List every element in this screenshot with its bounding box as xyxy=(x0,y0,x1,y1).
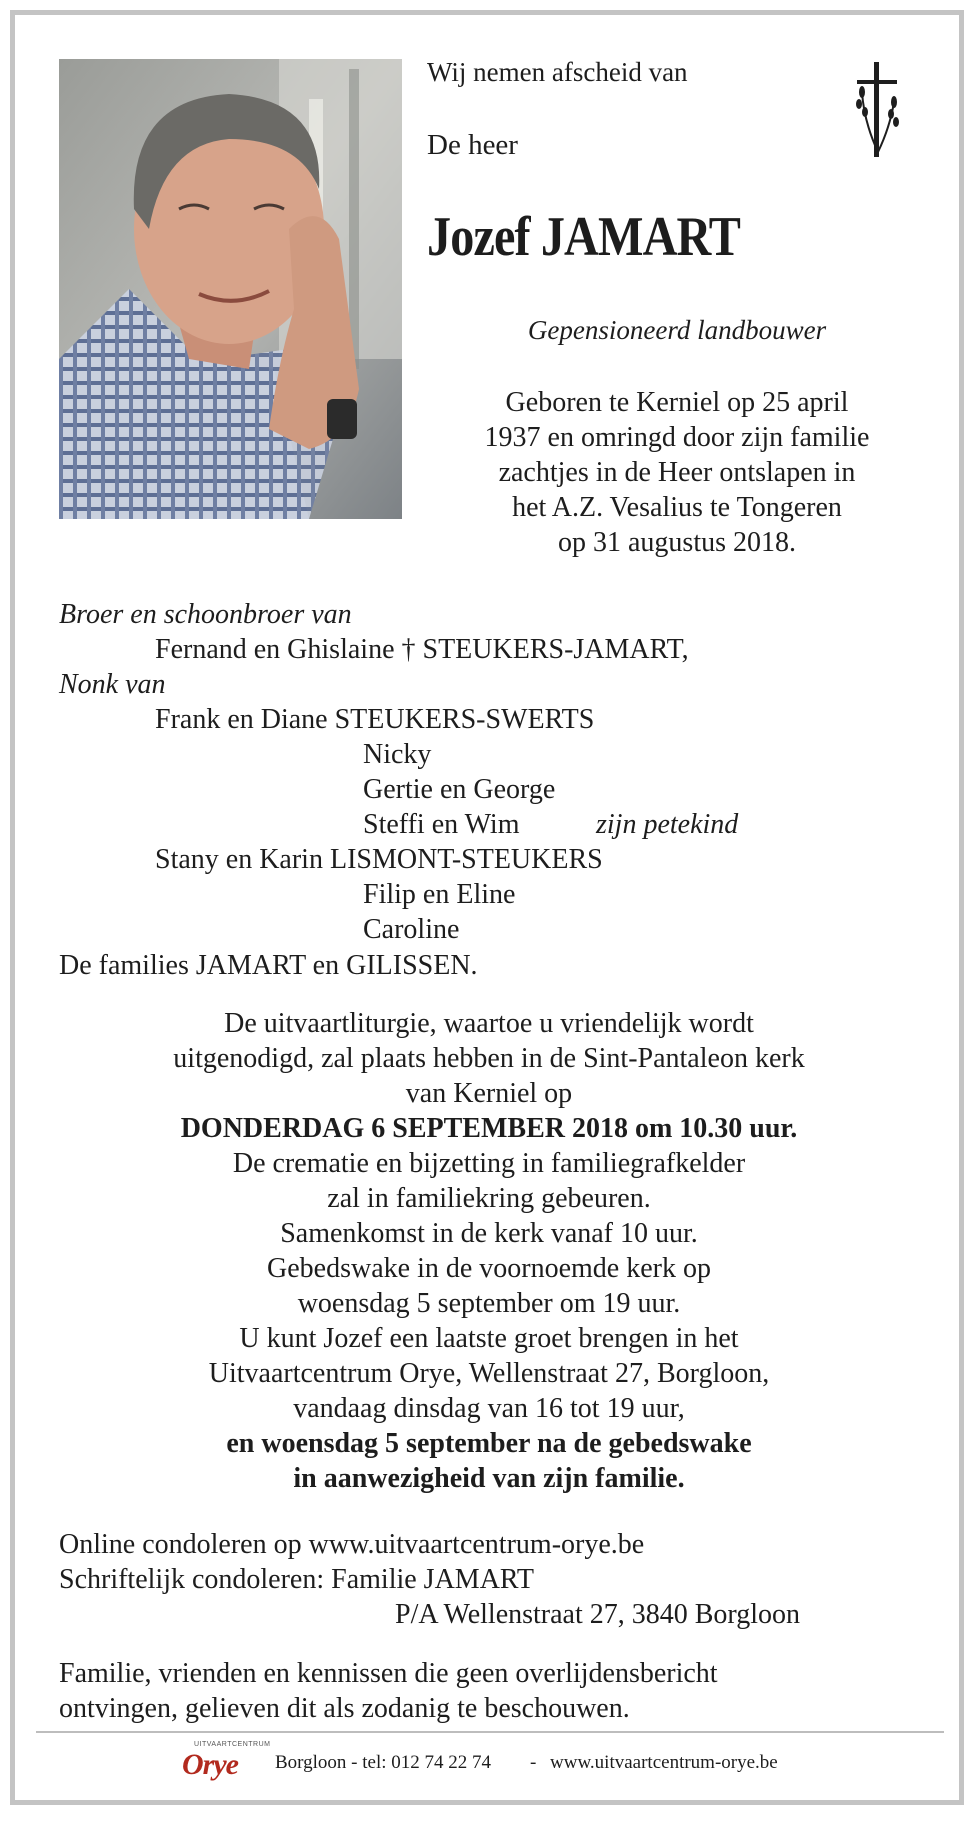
funeral-date: DONDERDAG 6 SEPTEMBER 2018 om 10.30 uur. xyxy=(180,1113,798,1144)
logo-subtitle: UITVAARTCENTRUM xyxy=(194,1741,271,1748)
cross-wheat-icon xyxy=(850,62,906,162)
family-member: Steffi en Wim xyxy=(363,809,520,840)
uncle-label: Nonk van xyxy=(59,669,166,700)
funeral-line: Uitvaartcentrum Orye, Wellenstraat 27, Borgloon, xyxy=(208,1358,770,1389)
deceased-name: Jozef JAMART xyxy=(427,206,740,268)
condolence-address: P/A Wellenstraat 27, 3840 Borgloon xyxy=(395,1599,801,1630)
closing-line: Familie, vrienden en kennissen die geen overlijdensbericht xyxy=(59,1658,718,1689)
funeral-bold-line: en woensdag 5 september na de gebedswake xyxy=(226,1428,752,1459)
birth-line: zachtjes in de Heer ontslapen in xyxy=(498,457,856,488)
title-prefix: De heer xyxy=(427,129,518,161)
birth-line: 1937 en omringd door zijn familie xyxy=(484,422,870,453)
footer xyxy=(0,1740,980,1784)
footer-separator: - xyxy=(530,1752,537,1773)
birth-line: op 31 augustus 2018. xyxy=(558,527,796,558)
godchild-note: zijn petekind xyxy=(596,809,739,840)
occupation: Gepensioneerd landbouwer xyxy=(527,315,827,345)
brother-line: Fernand en Ghislaine † STEUKERS-JAMART, xyxy=(155,634,689,665)
families-line: De families JAMART en GILISSEN. xyxy=(59,950,478,981)
online-condolence: Online condoleren op www.uitvaartcentrum-orye.be xyxy=(59,1529,645,1560)
birth-line: Geboren te Kerniel op 25 april xyxy=(505,387,849,418)
portrait-photo xyxy=(59,59,402,519)
footer-contact: Borgloon - tel: 012 74 22 74 xyxy=(275,1752,492,1773)
funeral-line: Samenkomst in de kerk vanaf 10 uur. xyxy=(280,1218,698,1249)
funeral-line: van Kerniel op xyxy=(405,1078,573,1109)
funeral-line: U kunt Jozef een laatste groet brengen in het xyxy=(239,1323,739,1354)
birth-info xyxy=(404,385,950,560)
family-member: Caroline xyxy=(363,914,460,945)
family-group-1: Frank en Diane STEUKERS-SWERTS xyxy=(155,704,595,735)
funeral-line: Gebedswake in de voornoemde kerk op xyxy=(267,1253,711,1284)
written-condolence: Schriftelijk condoleren: Familie JAMART xyxy=(59,1564,535,1595)
funeral-line: uitgenodigd, zal plaats hebben in de Sint-Pantaleon kerk xyxy=(173,1043,805,1074)
funeral-line: De crematie en bijzetting in familiegrafkelder xyxy=(232,1148,746,1179)
family-member: Nicky xyxy=(363,739,432,770)
birth-line: het A.Z. Vesalius te Tongeren xyxy=(512,492,842,523)
footer-divider xyxy=(36,1731,944,1733)
funeral-info xyxy=(40,1006,938,1496)
orye-logo: Orye xyxy=(182,1748,238,1781)
footer-website: www.uitvaartcentrum-orye.be xyxy=(550,1752,778,1773)
funeral-bold-line: in aanwezigheid van zijn familie. xyxy=(293,1463,685,1494)
funeral-line: zal in familiekring gebeuren. xyxy=(327,1183,651,1214)
funeral-line: De uitvaartliturgie, waartoe u vriendelijk wordt xyxy=(224,1008,754,1039)
closing-line: ontvingen, gelieven dit als zodanig te beschouwen. xyxy=(59,1693,630,1724)
brother-label: Broer en schoonbroer van xyxy=(59,599,352,630)
family-group-2: Stany en Karin LISMONT-STEUKERS xyxy=(155,844,603,875)
intro-text: Wij nemen afscheid van xyxy=(427,57,688,87)
family-member: Filip en Eline xyxy=(363,879,516,910)
funeral-line: woensdag 5 september om 19 uur. xyxy=(297,1288,681,1319)
funeral-line: vandaag dinsdag van 16 tot 19 uur, xyxy=(293,1393,685,1424)
family-member: Gertie en George xyxy=(363,774,556,805)
